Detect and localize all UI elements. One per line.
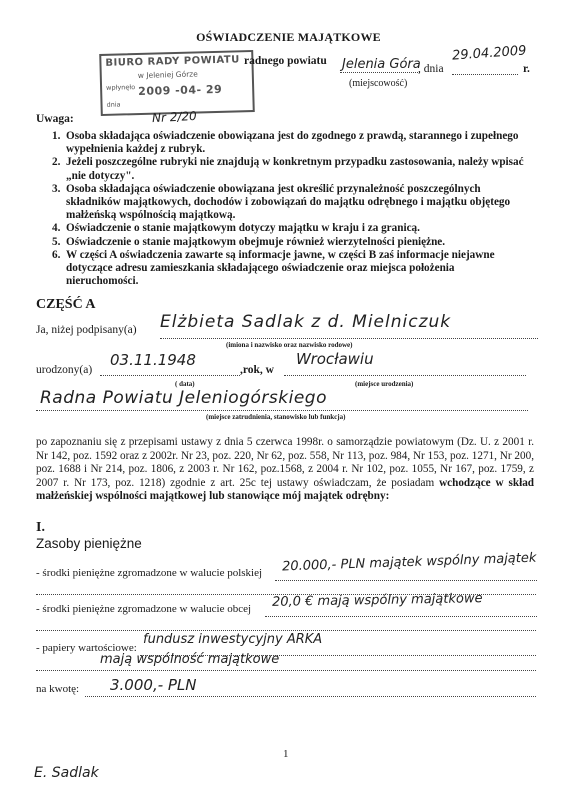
document-title: OŚWIADCZENIE MAJĄTKOWE — [196, 30, 381, 44]
employment-caption: (miejsce zatrudnienia, stanowisko lub funkcja) — [206, 413, 346, 421]
date-label: , dnia — [418, 63, 444, 75]
amount-line — [85, 696, 536, 697]
notes-list — [52, 130, 528, 288]
stamp-received: wpłynęło — [105, 83, 136, 92]
foreign-line — [265, 616, 537, 617]
foreign-handwritten: 20,0 € mają wspólny majątkowe — [271, 591, 483, 610]
date-handwritten: 29.04.2009 — [451, 43, 527, 64]
name-handwritten: Elżbieta Sadlak z d. Mielniczuk — [160, 312, 452, 332]
statement-paragraph — [36, 436, 534, 504]
note-item: 5. Oświadczenie o stanie majątkowym obejmuje również wierzytelności pieniężne. — [52, 235, 446, 248]
initials-handwritten: E. Sadlak — [34, 765, 99, 781]
amount-label: na kwotę: — [36, 683, 80, 695]
birth-place-handwritten: Wrocławiu — [296, 350, 374, 368]
employment-line — [36, 410, 528, 411]
note-item: 3. Osoba składająca oświadczenie obowiązana jest określić przynależność poszczególnych składników majątkowych, dochodów i zobowiązań do majątku odrębnego i majątku objętego małżeńską wspólnością majątkową. — [52, 182, 511, 222]
amount-handwritten: 3.000,- PLN — [110, 676, 197, 694]
name-line — [160, 338, 538, 339]
birth-date-line — [100, 375, 240, 376]
date-caption: ( data) — [175, 380, 195, 388]
place-handwritten: Jelenia Góra — [342, 57, 421, 72]
stamp-office: BIURO RADY POWIATU — [105, 54, 240, 69]
stamp-city: w Jeleniej Górze — [137, 69, 198, 81]
part-a-heading: CZĘŚĆ A — [36, 297, 96, 312]
foreign-label: - środki pieniężne zgromadzone w walucie obcej — [36, 603, 252, 615]
note-item: 6. W części A oświadczenia zawarte są informacje jawne, w części B zaś informacje niejawne dotyczące adresu zamieszkania składającego oświadczenie oraz miejsca położenia nieruchomości. — [52, 248, 495, 288]
note-item: 1. Osoba składająca oświadczenie obowiązana jest do zgodnego z prawdą, starannego i zupełnego wypełnienia każdej z rubryk. — [52, 130, 519, 156]
place-line — [340, 72, 420, 73]
securities-label: - papiery wartościowe: — [36, 642, 137, 654]
pln-handwritten: 20.000,- PLN majątek wspólny majątek — [281, 550, 537, 575]
year-suffix: r. — [523, 63, 530, 75]
stamp-date: 2009 -04- 29 — [138, 82, 223, 99]
stamp-number-handwritten: Nr 2/20 — [151, 108, 198, 126]
section-title: Zasoby pieniężne — [36, 536, 142, 551]
page-number: 1 — [283, 748, 289, 760]
signed-label: Ja, niżej podpisany(a) — [36, 324, 137, 336]
born-label: urodzony(a) — [36, 364, 93, 376]
name-caption: (imiona i nazwisko oraz nazwisko rodowe) — [226, 341, 353, 349]
statement-text: po zapoznaniu się z przepisami ustawy z dnia 5 czerwca 1998r. o samorządzie powiatowym (Dz. U. z 2001 r. Nr 142, poz. 1592 oraz z 2002r. Nr 23, poz. 220, Nr 62, poz. 558, Nr 113, poz. 984, Nr 153, poz. 1271, Nr 200, poz. 1688 i Nr 214, poz. 1806, z 2003 r. Nr 162, poz.1568, z 2004 r. Nr 102, poz. 1055, Nr 167, poz. 1759, z 2007 r. Nr 173, poz. 1218) zgodnie z art. 25c tej ustawy oświadczam, że posiadam — [36, 436, 534, 489]
rok-label: ,rok, w — [240, 364, 274, 376]
securities-handwritten: fundusz inwestycyjny ARKA — [143, 632, 323, 647]
statement-bold: wchodzące w skład małżeńskiej wspólności majątkowej lub stanowiące mój majątek odrębny: — [36, 476, 535, 503]
notes-heading: Uwaga: — [36, 113, 74, 125]
note-item: 4. Oświadczenie o stanie majątkowym dotyczy majątku w kraju i za granicą. — [52, 222, 420, 235]
note-item: 2. Jeżeli poszczególne rubryki nie znajdują w konkretnym przypadku zastosowania, należy wpisać „nie dotyczy". — [52, 156, 524, 182]
birth-place-line — [284, 375, 526, 376]
received-stamp — [99, 50, 255, 116]
foreign-line-2 — [36, 630, 536, 631]
securities-line-2 — [36, 670, 536, 671]
birth-place-caption: (miejsce urodzenia) — [355, 380, 414, 388]
stamp-day: dnia — [106, 100, 121, 109]
place-caption: (miejscowość) — [349, 78, 408, 89]
birth-date-handwritten: 03.11.1948 — [110, 351, 196, 369]
date-line — [452, 74, 518, 75]
employment-handwritten: Radna Powiatu Jeleniogórskiego — [40, 388, 327, 408]
council-label: radnego powiatu — [244, 55, 327, 67]
securities-handwritten-2: mają wspólność majątkowe — [100, 652, 280, 667]
section-roman: I. — [36, 520, 45, 535]
pln-label: - środki pieniężne zgromadzone w walucie polskiej — [36, 567, 263, 579]
pln-line — [275, 580, 537, 581]
